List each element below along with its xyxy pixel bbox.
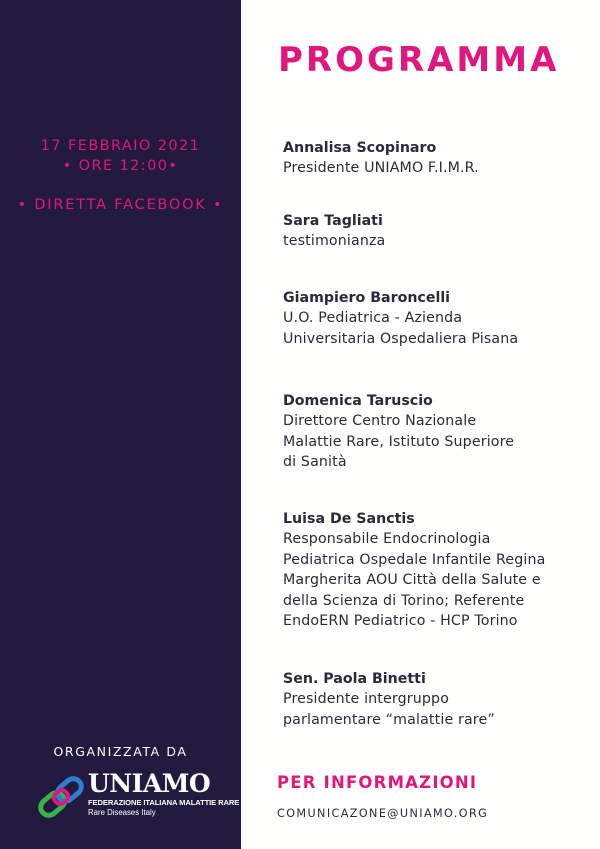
speaker-item bbox=[283, 288, 583, 349]
speaker-item bbox=[283, 509, 583, 632]
speaker-item bbox=[283, 391, 583, 473]
speaker-role-line: di Sanità bbox=[283, 454, 347, 470]
speaker-role-line: Presidente intergruppo bbox=[283, 691, 450, 707]
logo-name: UNIAMO bbox=[88, 769, 211, 798]
speaker-role-line: EndoERN Pediatrico - HCP Torino bbox=[283, 613, 518, 629]
speaker-role-line: della Scienza di Torino; Referente bbox=[283, 592, 525, 609]
speaker-name: Sara Tagliati bbox=[283, 213, 383, 229]
speaker-name: Annalisa Scopinaro bbox=[283, 140, 437, 156]
speaker-name: Sen. Paola Binetti bbox=[283, 671, 426, 687]
speaker-name: Luisa De Sanctis bbox=[283, 511, 415, 527]
speaker-role-line: U.O. Pediatrica - Azienda bbox=[283, 310, 463, 326]
speaker-role-line: Responsabile Endocrinologia bbox=[283, 531, 491, 547]
speaker-item bbox=[283, 138, 583, 179]
logo-tagline: Rare Diseases Italy bbox=[88, 808, 156, 817]
speaker-role-line: Pediatrica Ospedale Infantile Regina bbox=[283, 551, 546, 568]
speaker-item bbox=[283, 211, 583, 252]
speaker-role-line: parlamentare “malattie rare” bbox=[283, 711, 495, 728]
contact-email[interactable]: COMUNICAZONE@UNIAMO.ORG bbox=[277, 807, 489, 820]
speaker-role-line: testimonianza bbox=[283, 233, 386, 249]
speaker-role-line: Direttore Centro Nazionale bbox=[283, 413, 477, 429]
speaker-role-line: Presidente UNIAMO F.I.M.R. bbox=[283, 160, 479, 176]
uniamo-logo bbox=[34, 769, 240, 822]
speaker-role-line: Universitaria Ospedaliera Pisana bbox=[283, 330, 519, 347]
speaker-item bbox=[283, 669, 583, 730]
speaker-name: Giampiero Baroncelli bbox=[283, 290, 451, 306]
left-panel bbox=[0, 0, 241, 849]
chain-link-icon bbox=[34, 772, 88, 822]
program-title: PROGRAMMA bbox=[278, 40, 560, 80]
event-time: • ORE 12:00• bbox=[62, 158, 179, 174]
event-live-facebook: • DIRETTA FACEBOOK • bbox=[17, 197, 224, 213]
speaker-name: Domenica Taruscio bbox=[283, 393, 433, 409]
logo-subtitle: FEDERAZIONE ITALIANA MALATTIE RARE bbox=[88, 798, 240, 807]
speaker-role-line: Malattie Rare, Istituto Superiore bbox=[283, 433, 515, 450]
info-title: PER INFORMAZIONI bbox=[277, 773, 478, 792]
speaker-role-line: Margherita AOU Città della Salute e bbox=[283, 572, 541, 588]
event-date: 17 FEBBRAIO 2021 bbox=[40, 138, 201, 154]
organizer-label: ORGANIZZATA DA bbox=[53, 744, 188, 759]
